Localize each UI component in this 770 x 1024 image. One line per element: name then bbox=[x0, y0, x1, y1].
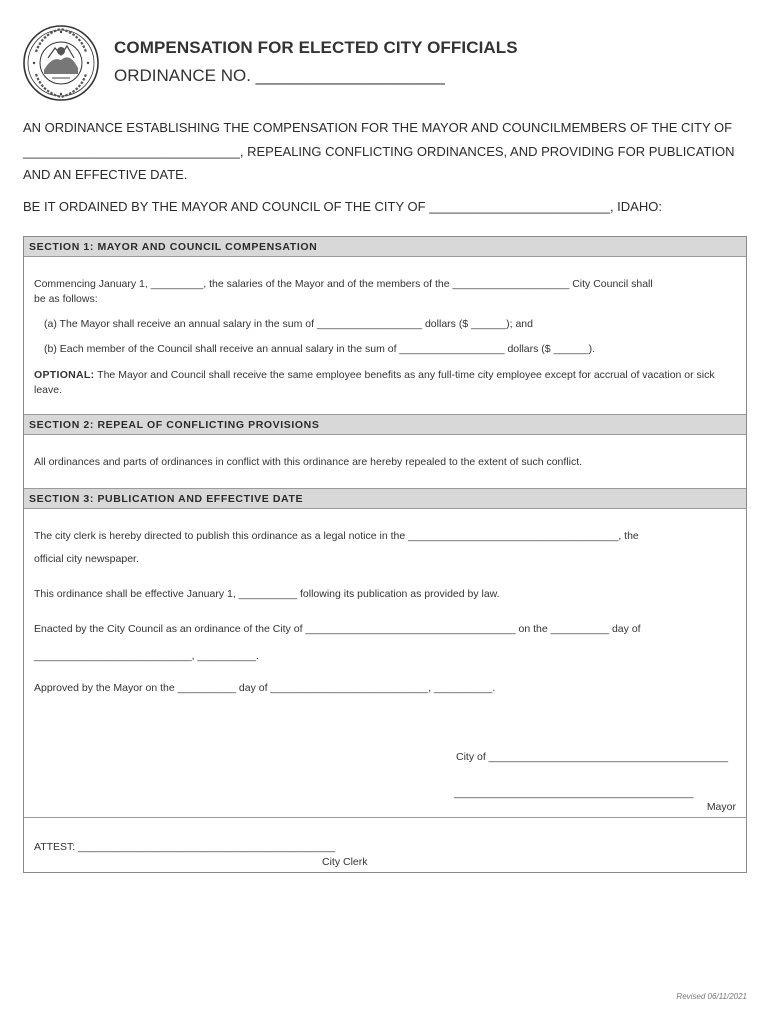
enacted-line-1[interactable]: Enacted by the City Council as an ordinance of the City of ____________________________________ on the __________ day of bbox=[34, 623, 641, 635]
publish-line[interactable]: The city clerk is hereby directed to publish this ordinance as a legal notice in the ____________________________________, the bbox=[34, 530, 639, 542]
ordinance-number-field[interactable]: ORDINANCE NO. ____________________ bbox=[114, 66, 445, 85]
form-title: COMPENSATION FOR ELECTED CITY OFFICIALS bbox=[114, 38, 518, 57]
mayor-salary-item[interactable]: (a) The Mayor shall receive an annual salary in the sum of __________________ dollars ($ ______); and bbox=[44, 318, 533, 330]
enacted-line-2[interactable]: ___________________________, __________. bbox=[34, 650, 259, 662]
ordinance-sections-box bbox=[23, 236, 747, 873]
city-clerk-label: City Clerk bbox=[322, 856, 368, 868]
attest-signature-field[interactable]: ATTEST: ____________________________________________ bbox=[34, 841, 336, 853]
mayor-signature-line[interactable]: _________________________________________ bbox=[454, 787, 694, 799]
city-of-signature-field[interactable]: City of _________________________________________ bbox=[456, 751, 729, 763]
optional-label: OPTIONAL: bbox=[34, 369, 95, 381]
optional-benefits-clause bbox=[34, 368, 739, 398]
section-1-intro-line-1[interactable]: Commencing January 1, _________, the salaries of the Mayor and of the members of the ____________________ City Council shall bbox=[34, 278, 653, 290]
attest-divider bbox=[24, 817, 746, 818]
preamble-text: AN ORDINANCE ESTABLISHING THE COMPENSATION FOR THE MAYOR AND COUNCILMEMBERS OF THE CITY OF ______________________________, REPEALING CONFLICTING ORDINANCES, AND PROVIDING FOR PUBLICATION AND AN EFFECTIVE DATE. bbox=[23, 120, 735, 182]
optional-text: The Mayor and Council shall receive the same employee benefits as any full-time city employee except for accrual of vacation or sick leave. bbox=[34, 369, 715, 396]
state-seal-logo bbox=[22, 22, 100, 104]
approved-line[interactable]: Approved by the Mayor on the __________ day of ___________________________, __________. bbox=[34, 682, 496, 694]
council-salary-item[interactable]: (b) Each member of the Council shall receive an annual salary in the sum of __________________ dollars ($ ______). bbox=[44, 343, 596, 355]
effective-date-line[interactable]: This ordinance shall be effective January 1, __________ following its publication as provided by law. bbox=[34, 588, 500, 600]
section-3-heading: SECTION 3: PUBLICATION AND EFFECTIVE DATE bbox=[24, 489, 746, 509]
repeal-text: All ordinances and parts of ordinances in conflict with this ordinance are hereby repealed to the extent of such conflict. bbox=[34, 456, 583, 468]
ordained-clause: BE IT ORDAINED BY THE MAYOR AND COUNCIL OF THE CITY OF _________________________, IDAHO: bbox=[23, 199, 662, 214]
section-1-intro-line-2: be as follows: bbox=[34, 293, 98, 305]
revised-date: Revised 06/11/2021 bbox=[676, 992, 747, 1001]
mayor-label: Mayor bbox=[706, 801, 736, 813]
section-2-heading: SECTION 2: REPEAL OF CONFLICTING PROVISIONS bbox=[24, 415, 746, 435]
section-1-heading: SECTION 1: MAYOR AND COUNCIL COMPENSATION bbox=[24, 237, 746, 257]
newspaper-line: official city newspaper. bbox=[34, 553, 139, 565]
